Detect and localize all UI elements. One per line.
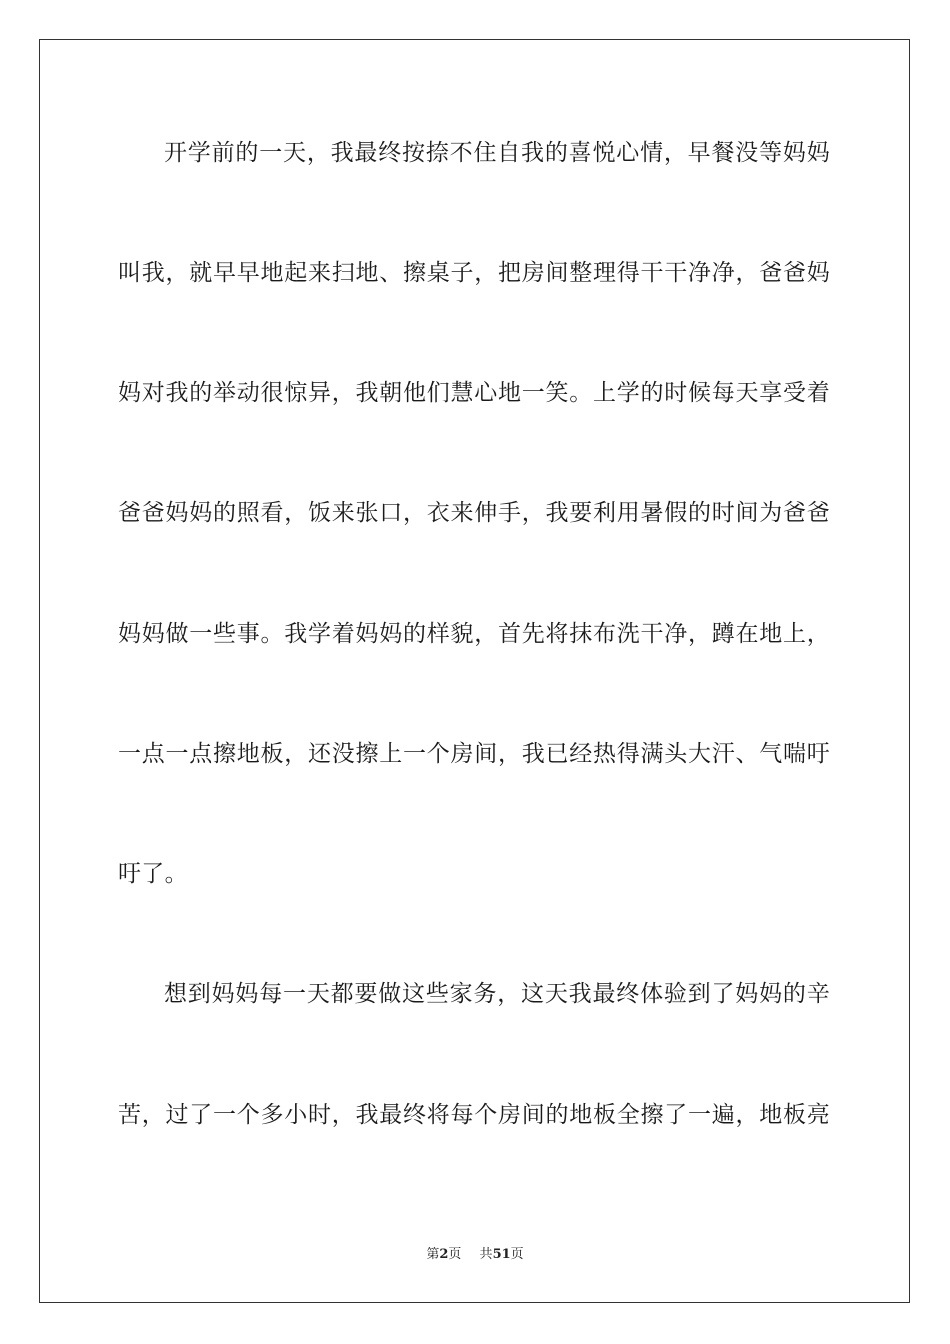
total-pages-indicator [480, 1246, 524, 1264]
paragraph-line-3: 妈对我的举动很惊异，我朝他们慧心地一笑。上学的时候每天享受着 [118, 380, 830, 406]
paragraph-line-2: 叫我，就早早地起来扫地、擦桌子，把房间整理得干干净净，爸爸妈 [118, 260, 830, 286]
paragraph-line-5: 妈妈做一些事。我学着妈妈的样貌，首先将抹布洗干净，蹲在地上， [118, 621, 830, 647]
paragraph-line-1: 开学前的一天，我最终按捺不住自我的喜悦心情，早餐没等妈妈 [164, 140, 830, 166]
total-suffix: 页 [510, 1247, 524, 1262]
page-indicator [426, 1246, 461, 1264]
paragraph-line-7: 吁了。 [118, 861, 188, 887]
total-prefix: 共 [479, 1247, 493, 1262]
paragraph-line-6: 一点一点擦地板，还没擦上一个房间，我已经热得满头大汗、气喘吁 [118, 741, 830, 767]
page-prefix: 第 [426, 1247, 440, 1262]
total-pages: 51 [492, 1247, 511, 1262]
page-number: 2 [439, 1247, 449, 1262]
paragraph-line-4: 爸爸妈妈的照看，饭来张口，衣来伸手，我要利用暑假的时间为爸爸 [118, 500, 830, 526]
page-footer [0, 1246, 950, 1264]
paragraph-line-9: 苦，过了一个多小时，我最终将每个房间的地板全擦了一遍，地板亮 [118, 1102, 830, 1128]
paragraph-line-8: 想到妈妈每一天都要做这些家务，这天我最终体验到了妈妈的辛 [164, 981, 830, 1007]
page-suffix: 页 [448, 1247, 462, 1262]
